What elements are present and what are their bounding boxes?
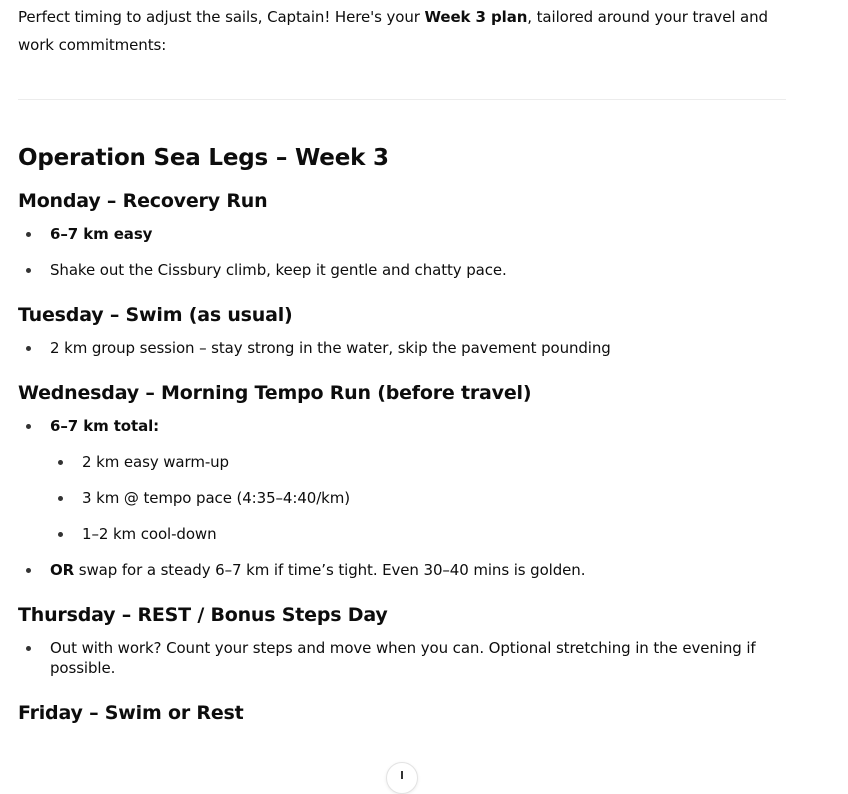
list-item	[18, 638, 808, 678]
intro-text-end: , tailored around your travel and work commitments:	[18, 8, 768, 54]
list-item	[18, 560, 808, 580]
bold-text: OR	[50, 561, 75, 579]
plan-title: Operation Sea Legs – Week 3	[18, 145, 389, 171]
sub-bullet-list	[50, 452, 808, 544]
bullet-icon	[58, 532, 63, 537]
scroll-down-button[interactable]	[386, 762, 418, 794]
item-text: Out with work? Count your steps and move when you can. Optional stretching in the evening if possible.	[50, 639, 756, 677]
item-text: Shake out the Cissbury climb, keep it gentle and chatty pace.	[50, 261, 507, 279]
bullet-list	[18, 416, 808, 580]
item-text: swap for a steady 6–7 km if time’s tight. Even 30–40 mins is golden.	[74, 561, 586, 579]
day-heading: Tuesday – Swim (as usual)	[18, 304, 293, 326]
item-text: 1–2 km cool-down	[82, 525, 217, 543]
day-thursday	[18, 602, 808, 678]
item-text: 2 km easy warm-up	[82, 453, 229, 471]
list-item	[18, 260, 808, 280]
bullet-icon	[26, 346, 31, 351]
intro-bold: Week 3 plan	[424, 8, 528, 26]
bullet-icon	[58, 460, 63, 465]
day-friday	[18, 700, 808, 726]
sub-list-item	[50, 524, 808, 544]
bullet-list	[18, 638, 808, 678]
list-item	[18, 338, 808, 358]
day-heading: Monday – Recovery Run	[18, 190, 268, 212]
day-monday	[18, 188, 808, 280]
intro-paragraph	[18, 3, 808, 59]
bullet-icon	[58, 496, 63, 501]
message-content	[18, 0, 808, 726]
sub-list-item	[50, 452, 808, 472]
bullet-icon	[26, 424, 31, 429]
bullet-icon	[26, 232, 31, 237]
day-heading: Friday – Swim or Rest	[18, 702, 244, 724]
bold-text: 6–7 km total:	[50, 417, 160, 435]
arrow-down-icon	[401, 771, 403, 779]
sub-list-item	[50, 488, 808, 508]
list-item	[18, 416, 808, 544]
bold-text: 6–7 km easy	[50, 225, 153, 243]
day-wednesday	[18, 380, 808, 580]
item-text: 3 km @ tempo pace (4:35–4:40/km)	[82, 489, 351, 507]
intro-text: Perfect timing to adjust the sails, Captain! Here's your	[18, 8, 425, 26]
day-heading: Wednesday – Morning Tempo Run (before travel)	[18, 382, 532, 404]
list-item	[18, 224, 808, 244]
bullet-list	[18, 338, 808, 358]
day-tuesday	[18, 302, 808, 358]
bullet-icon	[26, 268, 31, 273]
bullet-list	[18, 224, 808, 280]
divider	[18, 99, 786, 100]
day-heading: Thursday – REST / Bonus Steps Day	[18, 604, 388, 626]
bullet-icon	[26, 568, 31, 573]
item-text: 2 km group session – stay strong in the water, skip the pavement pounding	[50, 339, 611, 357]
bullet-icon	[26, 646, 31, 651]
